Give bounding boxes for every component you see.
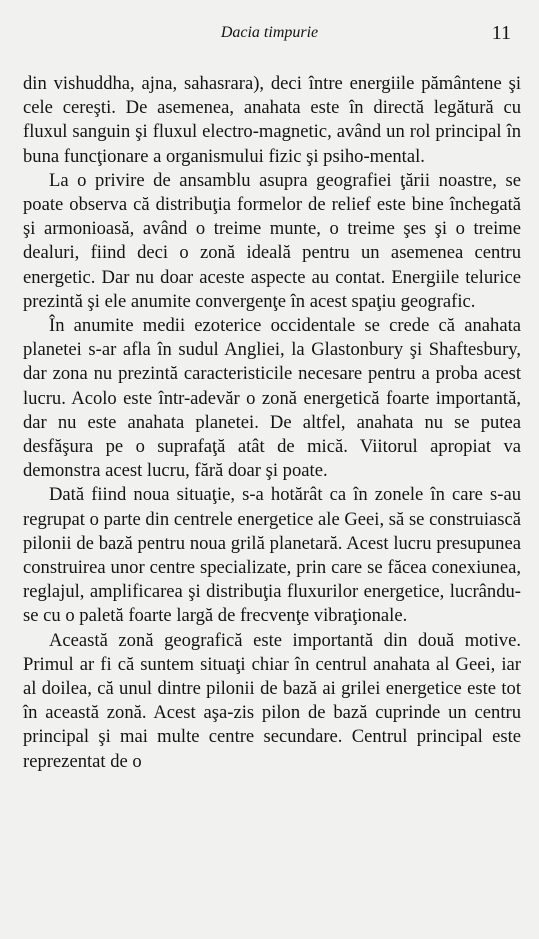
paragraph-4: Dată fiind noua situaţie, s-a hotărât ca în zonele în care s-au regrupat o parte din centrele energetice ale Geei, să se construiască pilonii de bază pentru noua grilă planetară. Acest lucru presupunea construirea unor centre specializate, prin care se făcea conexiunea, reglajul, amplificarea şi distribuţia fluxurilor energetice, lucrându-se cu o paletă foarte largă de frecvenţe vibraţionale. [23, 484, 521, 627]
paragraph-3: În anumite medii ezoterice occidentale se crede că anahata planetei s-ar afla în sudul Angliei, la Glastonbury şi Shaftesbury, dar zona nu prezintă caracteristicile necesare pentru a proba acest lucru. Acolo este într-adevăr o zonă energetică foarte importantă, dar nu este anahata planetei. De altfel, anahata nu se putea desfăşura pe o suprafaţă atât de mică. Viitorul apropiat va demonstra acest lucru, fără doar şi poate. [23, 315, 521, 482]
paragraph-2: La o privire de ansamblu asupra geografiei ţării noastre, se poate observa că distribuţia formelor de relief este bine închegată şi armonioasă, având o treime munte, o treime şes şi o treime dealuri, fiind deci o zonă ideală pentru un asemenea centru energetic. Dar nu doar aceste aspecte au contat. Energiile telurice prezintă şi ele anumite convergenţe în acest spaţiu geografic. [23, 169, 521, 312]
body-text [23, 72, 521, 774]
paragraph-5: Această zonă geografică este importantă din două motive. Primul ar fi că suntem situaţi chiar în centrul anahata al Geei, iar al doilea, că unul dintre pilonii de bază ai grilei energetice este tot în această zonă. Acest aşa-zis pilon de bază cuprinde un centru principal şi mai multe centre secundare. Centrul principal este reprezentat de o [23, 629, 521, 772]
running-header [20, 22, 519, 46]
running-title: Dacia timpurie [220, 24, 319, 41]
paragraph-1: din vishuddha, ajna, sahasrara), deci între energiile pământene şi cele cereşti. De asemenea, anahata este în directă legătură cu fluxul sanguin şi fluxul electro-magnetic, având un rol principal în buna funcţionare a organismului fizic şi psiho-mental. [23, 73, 521, 167]
page-number: 11 [491, 22, 511, 44]
